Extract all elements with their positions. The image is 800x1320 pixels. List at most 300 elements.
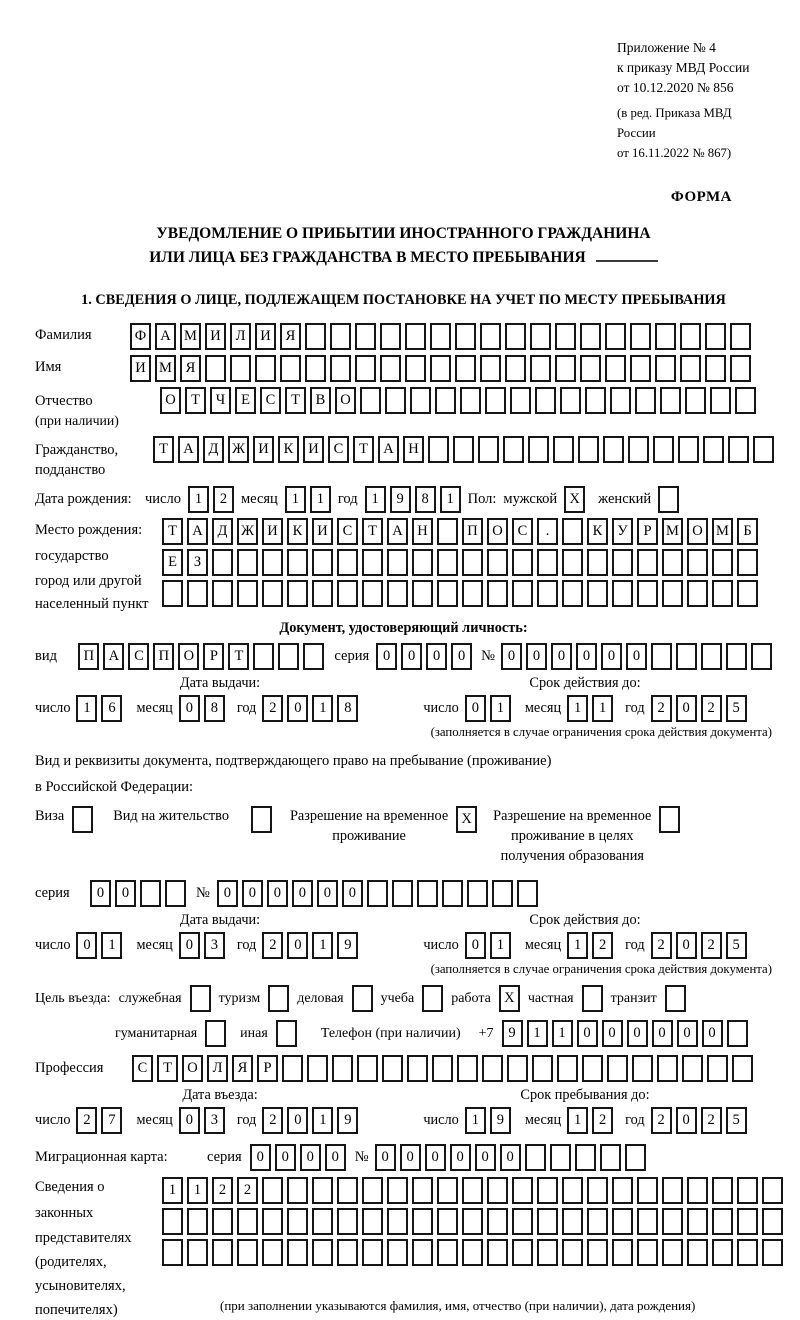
char-cell[interactable] [687, 1177, 708, 1204]
char-cell[interactable] [437, 1239, 458, 1266]
char-cell[interactable] [253, 643, 274, 670]
char-cell[interactable]: Ж [228, 436, 249, 463]
char-cell[interactable] [603, 436, 624, 463]
char-cell[interactable] [712, 1239, 733, 1266]
char-cell[interactable] [705, 355, 726, 382]
char-cell[interactable] [587, 549, 608, 576]
char-cell[interactable]: 8 [415, 486, 436, 513]
char-cell[interactable]: И [262, 518, 283, 545]
char-cell[interactable]: 0 [300, 1144, 321, 1171]
char-cell[interactable] [412, 580, 433, 607]
char-cell[interactable] [337, 1177, 358, 1204]
char-cell[interactable] [578, 436, 599, 463]
char-cell[interactable] [362, 549, 383, 576]
char-cell[interactable]: 0 [292, 880, 313, 907]
char-cell[interactable]: 1 [310, 486, 331, 513]
char-cell[interactable]: И [255, 323, 276, 350]
char-cell[interactable] [237, 1208, 258, 1235]
char-cell[interactable] [453, 436, 474, 463]
char-cell[interactable] [287, 1208, 308, 1235]
char-cell[interactable]: Я [280, 323, 301, 350]
char-cell[interactable] [455, 323, 476, 350]
char-cell[interactable] [305, 323, 326, 350]
char-cell[interactable] [487, 549, 508, 576]
char-cell[interactable]: Т [228, 643, 249, 670]
char-cell[interactable] [557, 1055, 578, 1082]
char-cell[interactable] [701, 643, 722, 670]
char-cell[interactable] [437, 549, 458, 576]
char-cell[interactable]: К [278, 436, 299, 463]
char-cell[interactable] [628, 436, 649, 463]
char-cell[interactable] [562, 1177, 583, 1204]
char-cell[interactable] [287, 549, 308, 576]
char-cell[interactable] [676, 643, 697, 670]
char-cell[interactable]: Т [285, 387, 306, 414]
char-cell[interactable] [462, 580, 483, 607]
char-cell[interactable] [512, 1177, 533, 1204]
char-cell[interactable]: 9 [502, 1020, 523, 1047]
char-cell[interactable]: Д [212, 518, 233, 545]
char-cell[interactable] [360, 387, 381, 414]
char-cell[interactable]: Н [412, 518, 433, 545]
char-cell[interactable] [737, 1239, 758, 1266]
char-cell[interactable]: 0 [179, 1107, 200, 1134]
char-cell[interactable] [537, 1177, 558, 1204]
char-cell[interactable] [762, 1177, 783, 1204]
char-cell[interactable]: 6 [101, 695, 122, 722]
char-cell[interactable]: 1 [187, 1177, 208, 1204]
char-cell[interactable] [735, 387, 756, 414]
char-cell[interactable] [562, 1239, 583, 1266]
char-cell[interactable]: Т [153, 436, 174, 463]
char-cell[interactable]: 1 [101, 932, 122, 959]
char-cell[interactable] [550, 1144, 571, 1171]
char-cell[interactable] [352, 985, 373, 1012]
char-cell[interactable]: У [612, 518, 633, 545]
char-cell[interactable] [330, 355, 351, 382]
char-cell[interactable] [355, 323, 376, 350]
char-cell[interactable] [605, 323, 626, 350]
char-cell[interactable] [312, 1239, 333, 1266]
char-cell[interactable] [582, 985, 603, 1012]
char-cell[interactable]: С [328, 436, 349, 463]
char-cell[interactable] [705, 323, 726, 350]
char-cell[interactable]: П [153, 643, 174, 670]
char-cell[interactable]: Т [362, 518, 383, 545]
char-cell[interactable] [587, 1239, 608, 1266]
char-cell[interactable] [212, 1208, 233, 1235]
char-cell[interactable] [487, 580, 508, 607]
char-cell[interactable] [362, 1239, 383, 1266]
char-cell[interactable] [600, 1144, 621, 1171]
char-cell[interactable] [412, 1239, 433, 1266]
char-cell[interactable] [737, 549, 758, 576]
char-cell[interactable]: 1 [162, 1177, 183, 1204]
char-cell[interactable] [580, 323, 601, 350]
char-cell[interactable]: 1 [592, 695, 613, 722]
char-cell[interactable] [712, 549, 733, 576]
char-cell[interactable]: . [537, 518, 558, 545]
char-cell[interactable] [655, 355, 676, 382]
char-cell[interactable] [337, 1239, 358, 1266]
char-cell[interactable]: А [187, 518, 208, 545]
char-cell[interactable] [255, 355, 276, 382]
char-cell[interactable]: О [335, 387, 356, 414]
char-cell[interactable] [517, 880, 538, 907]
char-cell[interactable] [665, 985, 686, 1012]
char-cell[interactable] [537, 1239, 558, 1266]
char-cell[interactable] [237, 1239, 258, 1266]
char-cell[interactable] [262, 1239, 283, 1266]
char-cell[interactable] [385, 387, 406, 414]
char-cell[interactable]: 0 [450, 1144, 471, 1171]
char-cell[interactable] [392, 880, 413, 907]
char-cell[interactable]: 0 [602, 1020, 623, 1047]
char-cell[interactable]: 0 [179, 932, 200, 959]
char-cell[interactable] [237, 580, 258, 607]
char-cell[interactable] [187, 580, 208, 607]
char-cell[interactable]: А [155, 323, 176, 350]
char-cell[interactable]: 1 [312, 695, 333, 722]
char-cell[interactable] [512, 580, 533, 607]
char-cell[interactable] [555, 355, 576, 382]
char-cell[interactable] [487, 1177, 508, 1204]
char-cell[interactable]: 0 [500, 1144, 521, 1171]
char-cell[interactable]: 3 [204, 1107, 225, 1134]
char-cell[interactable] [432, 1055, 453, 1082]
char-cell[interactable]: 0 [400, 1144, 421, 1171]
char-cell[interactable] [680, 323, 701, 350]
char-cell[interactable]: 0 [287, 695, 308, 722]
char-cell[interactable]: 5 [726, 1107, 747, 1134]
char-cell[interactable] [710, 387, 731, 414]
char-cell[interactable]: 9 [337, 932, 358, 959]
char-cell[interactable]: 1 [365, 486, 386, 513]
char-cell[interactable] [387, 580, 408, 607]
char-cell[interactable] [507, 1055, 528, 1082]
char-cell[interactable] [362, 580, 383, 607]
char-cell[interactable] [437, 518, 458, 545]
char-cell[interactable] [487, 1208, 508, 1235]
char-cell[interactable] [525, 1144, 546, 1171]
char-cell[interactable] [435, 387, 456, 414]
char-cell[interactable] [512, 1208, 533, 1235]
char-cell[interactable] [187, 1208, 208, 1235]
char-cell[interactable] [492, 880, 513, 907]
char-cell[interactable] [330, 323, 351, 350]
char-cell[interactable]: 5 [726, 932, 747, 959]
char-cell[interactable] [437, 1208, 458, 1235]
char-cell[interactable] [732, 1055, 753, 1082]
char-cell[interactable] [262, 1177, 283, 1204]
char-cell[interactable]: М [155, 355, 176, 382]
char-cell[interactable]: М [712, 518, 733, 545]
char-cell[interactable]: И [130, 355, 151, 382]
char-cell[interactable]: Б [737, 518, 758, 545]
char-cell[interactable]: 0 [76, 932, 97, 959]
char-cell[interactable]: 0 [676, 695, 697, 722]
char-cell[interactable]: 1 [490, 932, 511, 959]
char-cell[interactable]: Я [180, 355, 201, 382]
char-cell[interactable]: 0 [576, 643, 597, 670]
char-cell[interactable]: 0 [275, 1144, 296, 1171]
char-cell[interactable]: Л [230, 323, 251, 350]
char-cell[interactable]: 0 [465, 695, 486, 722]
char-cell[interactable] [482, 1055, 503, 1082]
char-cell[interactable] [530, 323, 551, 350]
char-cell[interactable] [612, 1177, 633, 1204]
char-cell[interactable] [637, 580, 658, 607]
char-cell[interactable] [307, 1055, 328, 1082]
char-cell[interactable] [632, 1055, 653, 1082]
char-cell[interactable] [537, 549, 558, 576]
char-cell[interactable] [312, 580, 333, 607]
char-cell[interactable] [737, 1177, 758, 1204]
char-cell[interactable]: 2 [213, 486, 234, 513]
char-cell[interactable] [635, 387, 656, 414]
char-cell[interactable] [262, 580, 283, 607]
char-cell[interactable] [707, 1055, 728, 1082]
char-cell[interactable] [587, 580, 608, 607]
char-cell[interactable]: 0 [217, 880, 238, 907]
char-cell[interactable]: Т [353, 436, 374, 463]
char-cell[interactable]: Т [157, 1055, 178, 1082]
char-cell[interactable]: 9 [490, 1107, 511, 1134]
char-cell[interactable] [462, 549, 483, 576]
char-cell[interactable]: 1 [567, 932, 588, 959]
char-cell[interactable] [687, 549, 708, 576]
char-cell[interactable]: 0 [702, 1020, 723, 1047]
char-cell[interactable]: О [160, 387, 181, 414]
char-cell[interactable] [380, 355, 401, 382]
char-cell[interactable] [510, 387, 531, 414]
char-cell[interactable] [512, 1239, 533, 1266]
char-cell[interactable] [637, 1208, 658, 1235]
char-cell[interactable]: 0 [577, 1020, 598, 1047]
char-cell[interactable] [282, 1055, 303, 1082]
char-cell[interactable] [653, 436, 674, 463]
char-cell[interactable] [662, 1239, 683, 1266]
char-cell[interactable]: 0 [287, 932, 308, 959]
char-cell[interactable] [637, 1177, 658, 1204]
char-cell[interactable]: 2 [651, 932, 672, 959]
char-cell[interactable]: 0 [626, 643, 647, 670]
char-cell[interactable]: 0 [115, 880, 136, 907]
char-cell[interactable] [287, 1177, 308, 1204]
char-cell[interactable] [562, 580, 583, 607]
char-cell[interactable]: Н [403, 436, 424, 463]
char-cell[interactable] [587, 1177, 608, 1204]
char-cell[interactable]: 0 [250, 1144, 271, 1171]
char-cell[interactable] [682, 1055, 703, 1082]
char-cell[interactable] [457, 1055, 478, 1082]
char-cell[interactable] [582, 1055, 603, 1082]
char-cell[interactable]: 2 [592, 932, 613, 959]
char-cell[interactable] [580, 355, 601, 382]
char-cell[interactable] [751, 643, 772, 670]
char-cell[interactable]: 2 [651, 695, 672, 722]
char-cell[interactable]: 1 [76, 695, 97, 722]
char-cell[interactable] [230, 355, 251, 382]
char-cell[interactable] [251, 806, 272, 833]
char-cell[interactable] [512, 549, 533, 576]
char-cell[interactable]: 1 [188, 486, 209, 513]
char-cell[interactable] [658, 486, 679, 513]
char-cell[interactable]: И [312, 518, 333, 545]
char-cell[interactable]: X [499, 985, 520, 1012]
char-cell[interactable] [278, 643, 299, 670]
char-cell[interactable] [462, 1208, 483, 1235]
char-cell[interactable]: О [178, 643, 199, 670]
char-cell[interactable]: А [103, 643, 124, 670]
char-cell[interactable] [587, 1208, 608, 1235]
char-cell[interactable] [630, 323, 651, 350]
char-cell[interactable]: 2 [76, 1107, 97, 1134]
char-cell[interactable] [487, 1239, 508, 1266]
char-cell[interactable]: 1 [285, 486, 306, 513]
char-cell[interactable]: 2 [701, 1107, 722, 1134]
char-cell[interactable] [205, 355, 226, 382]
char-cell[interactable]: 1 [440, 486, 461, 513]
char-cell[interactable] [262, 1208, 283, 1235]
char-cell[interactable]: 1 [552, 1020, 573, 1047]
char-cell[interactable] [505, 355, 526, 382]
char-cell[interactable]: 0 [325, 1144, 346, 1171]
char-cell[interactable]: 0 [501, 643, 522, 670]
char-cell[interactable]: 1 [567, 1107, 588, 1134]
char-cell[interactable] [140, 880, 161, 907]
char-cell[interactable] [355, 355, 376, 382]
char-cell[interactable] [337, 580, 358, 607]
char-cell[interactable] [651, 643, 672, 670]
char-cell[interactable] [659, 806, 680, 833]
char-cell[interactable]: О [487, 518, 508, 545]
char-cell[interactable] [485, 387, 506, 414]
char-cell[interactable]: 1 [312, 932, 333, 959]
char-cell[interactable]: 2 [262, 1107, 283, 1134]
char-cell[interactable] [532, 1055, 553, 1082]
char-cell[interactable]: Ч [210, 387, 231, 414]
char-cell[interactable]: К [587, 518, 608, 545]
char-cell[interactable]: 2 [212, 1177, 233, 1204]
char-cell[interactable] [410, 387, 431, 414]
char-cell[interactable] [357, 1055, 378, 1082]
char-cell[interactable]: 8 [204, 695, 225, 722]
char-cell[interactable]: 9 [390, 486, 411, 513]
char-cell[interactable]: 0 [475, 1144, 496, 1171]
char-cell[interactable]: 2 [237, 1177, 258, 1204]
char-cell[interactable]: З [187, 549, 208, 576]
char-cell[interactable]: 0 [465, 932, 486, 959]
char-cell[interactable] [262, 549, 283, 576]
char-cell[interactable]: И [205, 323, 226, 350]
char-cell[interactable]: Ф [130, 323, 151, 350]
char-cell[interactable] [480, 323, 501, 350]
char-cell[interactable] [387, 1177, 408, 1204]
char-cell[interactable] [190, 985, 211, 1012]
char-cell[interactable] [205, 1020, 226, 1047]
char-cell[interactable] [287, 580, 308, 607]
char-cell[interactable] [422, 985, 443, 1012]
char-cell[interactable]: 1 [465, 1107, 486, 1134]
char-cell[interactable] [405, 323, 426, 350]
char-cell[interactable] [312, 1208, 333, 1235]
char-cell[interactable] [712, 1208, 733, 1235]
char-cell[interactable] [762, 1239, 783, 1266]
char-cell[interactable] [332, 1055, 353, 1082]
char-cell[interactable]: С [337, 518, 358, 545]
char-cell[interactable]: Д [203, 436, 224, 463]
char-cell[interactable] [607, 1055, 628, 1082]
char-cell[interactable] [612, 549, 633, 576]
char-cell[interactable] [610, 387, 631, 414]
char-cell[interactable] [655, 323, 676, 350]
char-cell[interactable]: 0 [267, 880, 288, 907]
char-cell[interactable] [387, 1239, 408, 1266]
char-cell[interactable] [430, 355, 451, 382]
char-cell[interactable] [380, 323, 401, 350]
char-cell[interactable]: 0 [342, 880, 363, 907]
char-cell[interactable] [712, 1177, 733, 1204]
char-cell[interactable]: Р [203, 643, 224, 670]
char-cell[interactable]: 2 [701, 932, 722, 959]
char-cell[interactable]: X [456, 806, 477, 833]
char-cell[interactable] [480, 355, 501, 382]
char-cell[interactable] [412, 1177, 433, 1204]
char-cell[interactable]: 2 [262, 695, 283, 722]
char-cell[interactable] [528, 436, 549, 463]
char-cell[interactable] [678, 436, 699, 463]
char-cell[interactable] [162, 580, 183, 607]
char-cell[interactable] [287, 1239, 308, 1266]
char-cell[interactable] [637, 1239, 658, 1266]
char-cell[interactable] [575, 1144, 596, 1171]
char-cell[interactable] [212, 549, 233, 576]
char-cell[interactable]: 0 [676, 932, 697, 959]
char-cell[interactable]: М [662, 518, 683, 545]
char-cell[interactable] [562, 1208, 583, 1235]
char-cell[interactable]: 0 [652, 1020, 673, 1047]
char-cell[interactable] [612, 1239, 633, 1266]
char-cell[interactable] [537, 580, 558, 607]
char-cell[interactable]: 0 [676, 1107, 697, 1134]
char-cell[interactable] [268, 985, 289, 1012]
char-cell[interactable]: С [512, 518, 533, 545]
char-cell[interactable]: С [132, 1055, 153, 1082]
char-cell[interactable]: Р [637, 518, 658, 545]
char-cell[interactable] [212, 580, 233, 607]
char-cell[interactable] [437, 580, 458, 607]
char-cell[interactable]: X [564, 486, 585, 513]
char-cell[interactable] [412, 549, 433, 576]
char-cell[interactable]: С [260, 387, 281, 414]
char-cell[interactable]: 0 [375, 1144, 396, 1171]
char-cell[interactable] [312, 1177, 333, 1204]
char-cell[interactable] [460, 387, 481, 414]
char-cell[interactable]: 0 [90, 880, 111, 907]
char-cell[interactable] [530, 355, 551, 382]
char-cell[interactable]: 0 [526, 643, 547, 670]
char-cell[interactable] [662, 549, 683, 576]
char-cell[interactable]: Л [207, 1055, 228, 1082]
char-cell[interactable]: К [287, 518, 308, 545]
char-cell[interactable] [455, 355, 476, 382]
char-cell[interactable]: 1 [567, 695, 588, 722]
char-cell[interactable] [337, 549, 358, 576]
char-cell[interactable]: Р [257, 1055, 278, 1082]
char-cell[interactable] [612, 1208, 633, 1235]
char-cell[interactable] [625, 1144, 646, 1171]
